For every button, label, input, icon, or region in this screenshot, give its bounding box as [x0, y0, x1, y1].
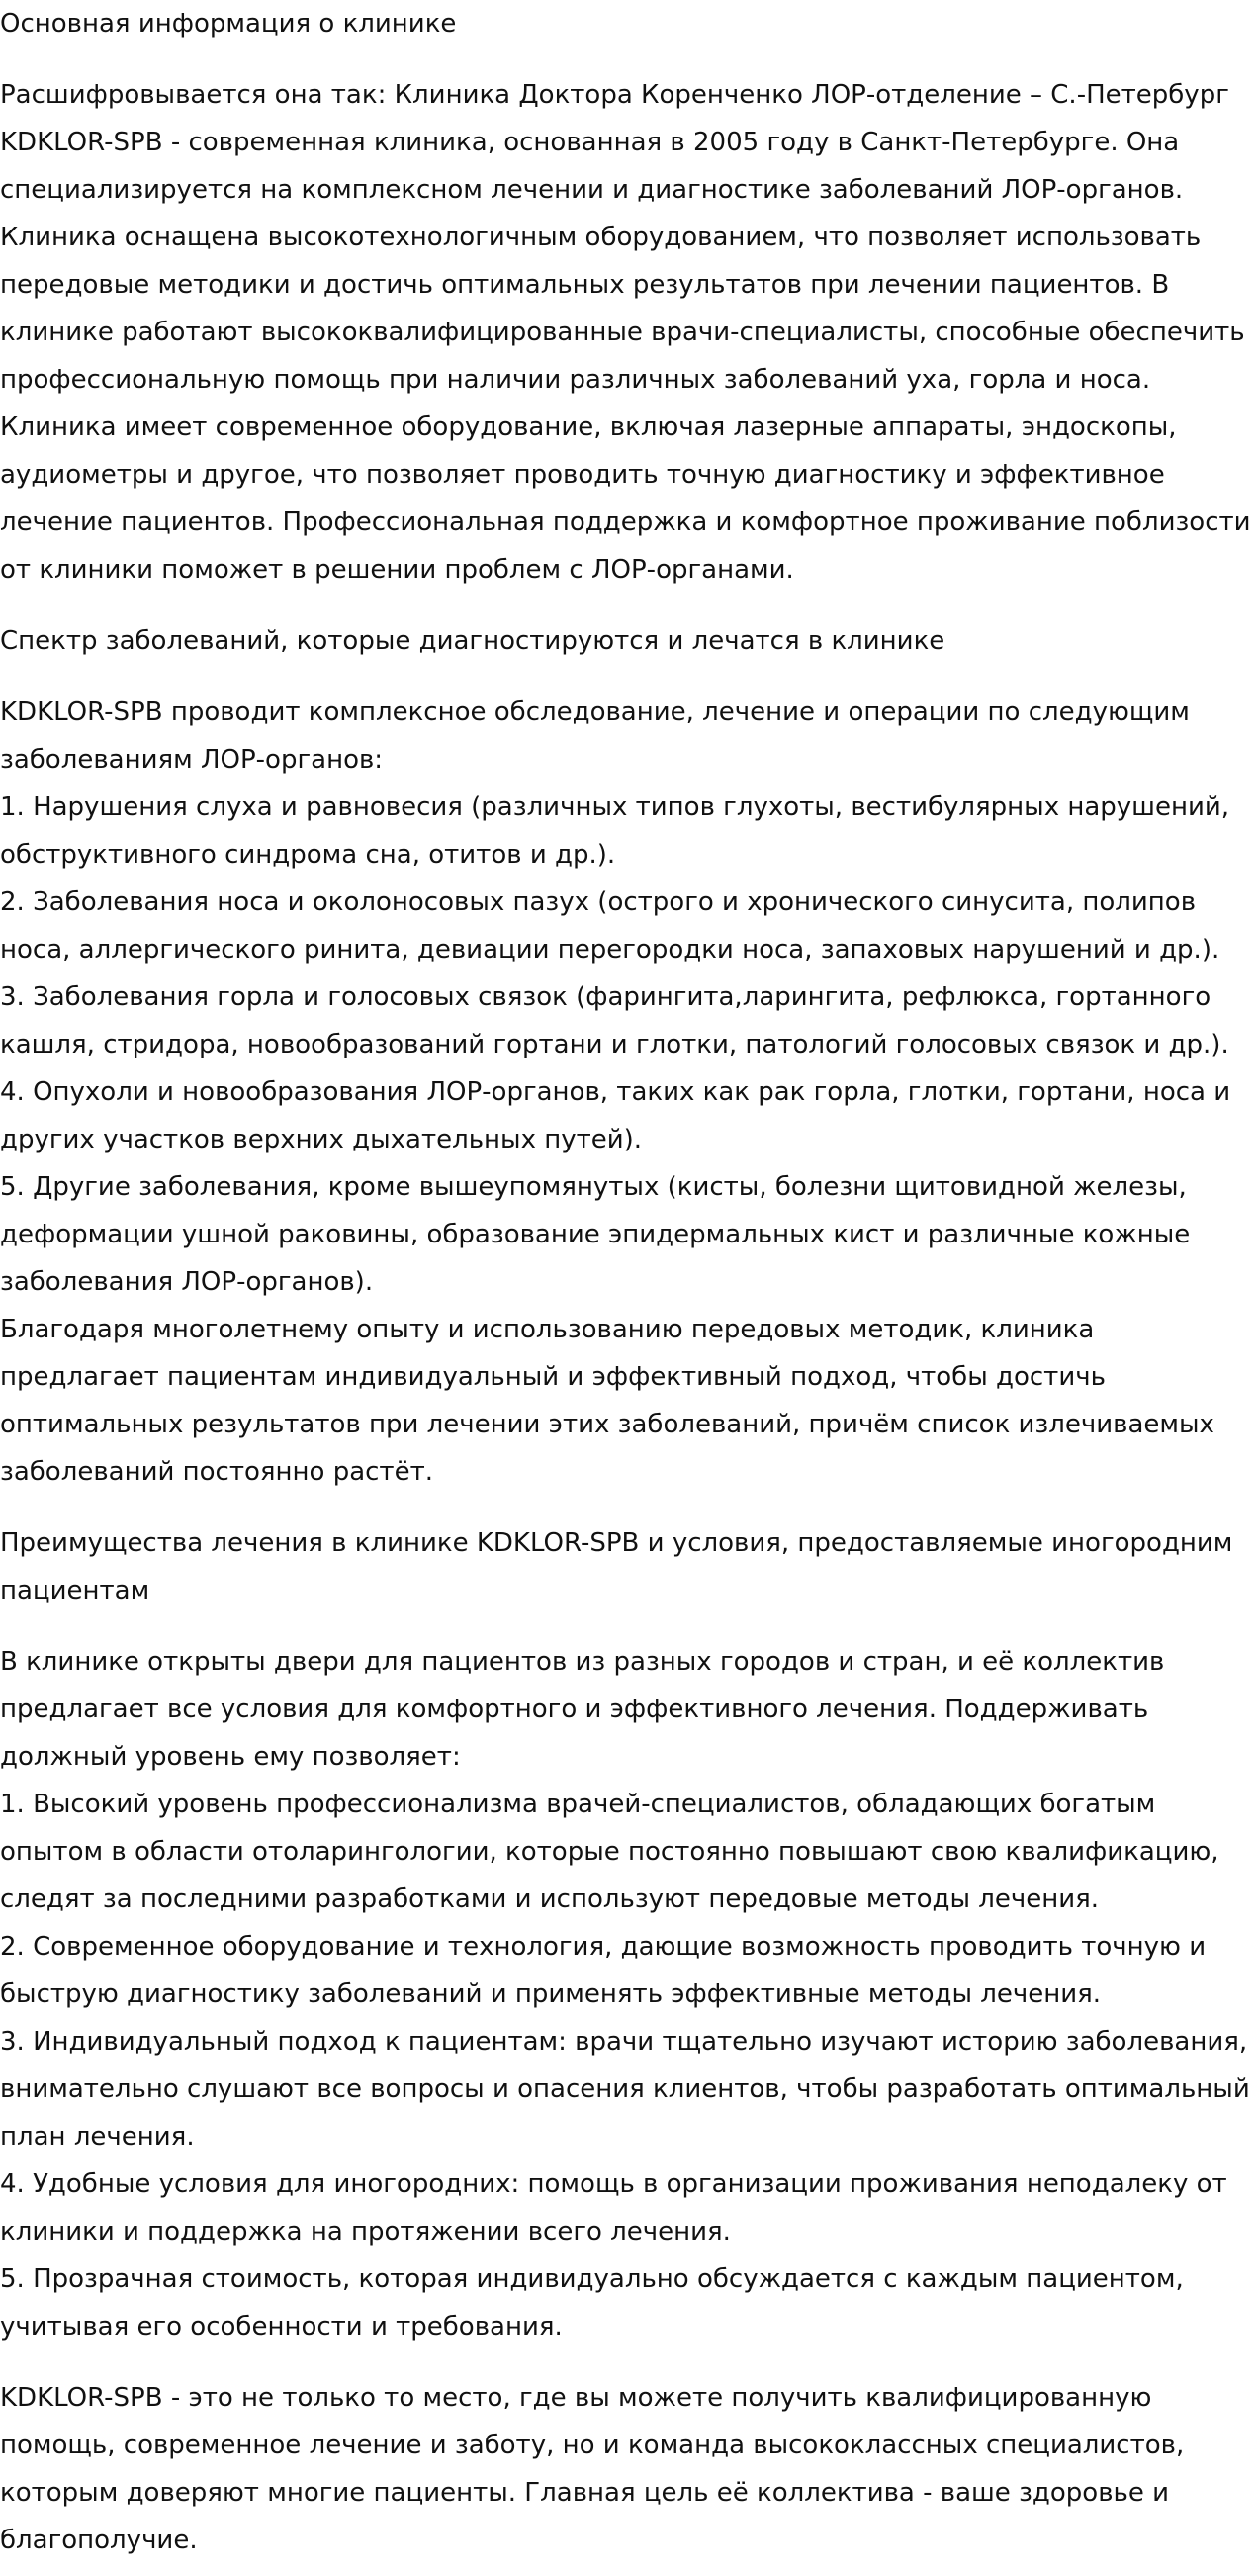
disease-list-item: 1. Нарушения слуха и равновесия (различных типов глухоты, вестибулярных нарушений, обструктивного синдрома сна, отитов и др.). [0, 792, 1230, 870]
closing-paragraph: KDKLOR-SPB - это не только то место, где вы можете получить квалифицированную помощь, современное лечение и заботу, но и команда высококлассных специалистов, которым доверяют многие пациенты. Главная цель её коллектива - ваше здоровье и благополучие. [0, 2383, 1185, 2555]
diseases-outro-paragraph: Благодаря многолетнему опыту и использованию передовых методик, клиника предлагает пациентам индивидуальный и эффективный подход, чтобы достичь оптимальных результатов при лечении этих заболеваний, причём список излечиваемых заболеваний постоянно растёт. [0, 1315, 1214, 1487]
diseases-intro-paragraph: KDKLOR-SPB проводит комплексное обследование, лечение и операции по следующим заболеваниям ЛОР-органов: [0, 697, 1190, 775]
section-heading-clinic-info: Основная информация о клинике [0, 9, 457, 39]
section-heading-advantages: Преимущества лечения в клинике KDKLOR-SPB и условия, предоставляемые иногородним пациентам [0, 1528, 1233, 1606]
advantages-intro-paragraph: В клинике открыты двери для пациентов из разных городов и стран, и её коллектив предлагает все условия для комфортного и эффективного лечения. Поддерживать должный уровень ему позволяет: [0, 1647, 1165, 1772]
advantage-list-item: 3. Индивидуальный подход к пациентам: врачи тщательно изучают историю заболевания, внимательно слушают все вопросы и опасения клиентов, чтобы разработать оптимальный план лечения. [0, 2027, 1250, 2152]
advantage-list-item: 5. Прозрачная стоимость, которая индивидуально обсуждается с каждым пациентом, учитывая его особенности и требования. [0, 2264, 1184, 2342]
disease-list-item: 5. Другие заболевания, кроме вышеупомянутых (кисты, болезни щитовидной железы, деформации ушной раковины, образование эпидермальных кист и различные кожные заболевания ЛОР-органов). [0, 1172, 1191, 1297]
disease-list-item: 3. Заболевания горла и голосовых связок (фарингита,ларингита, рефлюкса, гортанного кашля, стридора, новообразований гортани и глотки, патологий голосовых связок и др.). [0, 982, 1229, 1059]
clinic-info-paragraph: Расшифровывается она так: Клиника Доктора Коренченко ЛОР-отделение – С.-Петербург KDKLOR-SPB - современная клиника, основанная в 2005 году в Санкт-Петербурге. Она специализируется на комплексном лечении и диагностике заболеваний ЛОР-органов. Клиника оснащена высокотехнологичным оборудованием, что позволяет использовать передовые методики и достичь оптимальных результатов при лечении пациентов. В клинике работают высококвалифицированные врачи-специалисты, способные обеспечить профессиональную помощь при наличии различных заболеваний уха, горла и носа. Клиника имеет современное оборудование, включая лазерные аппараты, эндоскопы, аудиометры и другое, что позволяет проводить точную диагностику и эффективное лечение пациентов. Профессиональная поддержка и комфортное проживание поблизости от клиники поможет в решении проблем с ЛОР-органами. [0, 80, 1251, 585]
advantage-list-item: 4. Удобные условия для иногородних: помощь в организации проживания неподалеку от клиники и поддержка на протяжении всего лечения. [0, 2169, 1227, 2247]
disease-list-item: 2. Заболевания носа и околоносовых пазух (острого и хронического синусита, полипов носа, аллергического ринита, девиации перегородки носа, запаховых нарушений и др.). [0, 887, 1220, 965]
advantage-list-item: 2. Современное оборудование и технология, дающие возможность проводить точную и быструю диагностику заболеваний и применять эффективные методы лечения. [0, 1932, 1207, 2009]
advantage-list-item: 1. Высокий уровень профессионализма врачей-специалистов, обладающих богатым опытом в области отоларингологии, которые постоянно повышают свою квалификацию, следят за последними разработками и используют передовые методы лечения. [0, 1790, 1219, 1914]
section-heading-diseases: Спектр заболеваний, которые диагностируются и лечатся в клинике [0, 626, 945, 656]
disease-list-item: 4. Опухоли и новообразования ЛОР-органов, таких как рак горла, глотки, гортани, носа и других участков верхних дыхательных путей). [0, 1077, 1231, 1154]
